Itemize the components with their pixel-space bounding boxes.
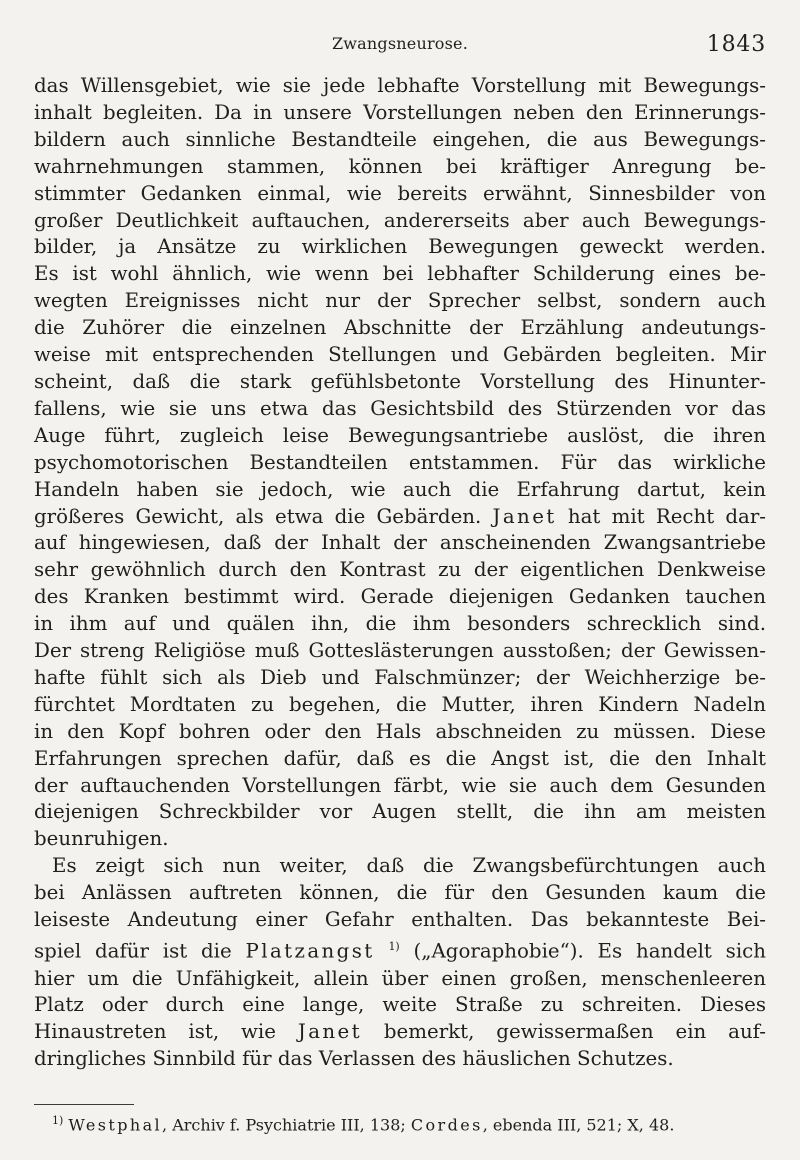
- text-line: sehr gewöhnlich durch den Kontrast zu der eigentlichen Denkweise: [34, 558, 766, 582]
- text-segment: hat mit Recht dar-: [567, 504, 766, 528]
- text-line: leiseste Andeutung einer Gefahr enthalten. Das bekannteste Bei-: [34, 908, 766, 932]
- text-line: Erfahrungen sprechen dafür, daß es die Angst ist, die den Inhalt: [34, 746, 766, 770]
- text-line: diejenigen Schreckbilder vor Augen stellt, die ihn am meisten: [34, 800, 766, 824]
- text-line: bilder, ja Ansätze zu wirklichen Bewegungen geweckt werden.: [34, 235, 766, 259]
- text-line: in den Kopf bohren oder den Hals abschneiden zu müssen. Diese: [34, 719, 766, 743]
- text-segment: Hinaustreten ist, wie: [34, 1020, 298, 1044]
- text-line: Es zeigt sich nun weiter, daß die Zwangsbefürchtungen auch: [52, 854, 766, 878]
- spaced-term: Platzangst: [245, 939, 375, 963]
- paragraph-2: [34, 853, 766, 1073]
- text-line: Handeln haben sie jedoch, wie auch die Erfahrung dartut, kein: [34, 477, 766, 501]
- text-segment: größeres Gewicht, als etwa die Gebärden.: [34, 504, 493, 528]
- text-line: inhalt begleiten. Da in unsere Vorstellungen neben den Erinnerungs-: [34, 100, 766, 124]
- text-line: des Kranken bestimmt wird. Gerade diejenigen Gedanken tauchen: [34, 585, 766, 609]
- text-line-with-name: [34, 1019, 766, 1046]
- footnote-text: , Archiv f. Psychiatrie III, 138;: [162, 1115, 411, 1135]
- text-line: fürchtet Mordtaten zu begehen, die Mutter, ihren Kindern Nadeln: [34, 692, 766, 716]
- text-line: wegten Ereignisses nicht nur der Sprecher selbst, sondern auch: [34, 289, 766, 313]
- footnote: [52, 1110, 766, 1136]
- footnote-mark: 1): [52, 1114, 64, 1127]
- text-line: bildern auch sinnliche Bestandteile eingehen, die aus Bewegungs-: [34, 127, 766, 151]
- text-line: psychomotorischen Bestandteilen entstammen. Für das wirkliche: [34, 450, 766, 474]
- footnote-author: Westphal: [68, 1115, 163, 1135]
- text-line: fallens, wie sie uns etwa das Gesichtsbild des Stürzenden vor das: [34, 396, 766, 420]
- text-line: bei Anlässen auftreten können, die für den Gesunden kaum die: [34, 881, 766, 905]
- text-line: hafte fühlt sich als Dieb und Falschmünzer; der Weichherzige be-: [34, 665, 766, 689]
- text-line: großer Deutlichkeit auftauchen, andererseits aber auch Bewegungs-: [34, 208, 766, 232]
- spaced-name: Janet: [492, 504, 557, 528]
- text-segment: („Agoraphobie“). Es handelt sich: [413, 939, 766, 963]
- spaced-name: Janet: [297, 1020, 362, 1044]
- text-line: hier um die Unfähigkeit, allein über einen großen, menschenleeren: [34, 966, 766, 990]
- body-text: [34, 73, 766, 1073]
- text-line: Auge führt, zugleich leise Bewegungsantriebe auslöst, die ihren: [34, 423, 766, 447]
- text-line: Es ist wohl ähnlich, wie wenn bei lebhafter Schilderung eines be-: [34, 262, 766, 286]
- text-line: wahrnehmungen stammen, können bei kräftiger Anregung be-: [34, 154, 766, 178]
- paragraph-1: [34, 73, 766, 853]
- text-line: beunruhigen.: [34, 827, 169, 851]
- running-title: Zwangsneurose.: [331, 34, 469, 53]
- text-line-with-term: [34, 934, 766, 966]
- page-number: 1843: [706, 32, 766, 57]
- text-line: auf hingewiesen, daß der Inhalt der anscheinenden Zwangsantriebe: [34, 531, 766, 555]
- text-line: Der streng Religiöse muß Gotteslästerungen ausstoßen; der Gewissen-: [34, 639, 766, 663]
- footnote-marker: 1): [388, 940, 400, 953]
- page-header: [34, 32, 766, 58]
- text-line: Platz oder durch eine lange, weite Straße zu schreiten. Dieses: [34, 993, 766, 1017]
- text-line: weise mit entsprechenden Stellungen und Gebärden begleiten. Mir: [34, 343, 766, 367]
- footnote-author: Cordes: [410, 1115, 483, 1135]
- text-line: der auftauchenden Vorstellungen färbt, wie sie auch dem Gesunden: [34, 773, 766, 797]
- text-segment: bemerkt, gewissermaßen ein auf-: [383, 1020, 766, 1044]
- text-line: die Zuhörer die einzelnen Abschnitte der Erzählung andeutungs-: [34, 316, 766, 340]
- text-line: das Willensgebiet, wie sie jede lebhafte Vorstellung mit Bewegungs-: [34, 74, 766, 97]
- text-line: dringliches Sinnbild für das Verlassen des häuslichen Schutzes.: [34, 1047, 674, 1071]
- footnote-rule: [34, 1104, 134, 1105]
- footnote-text: , ebenda III, 521; X, 48.: [482, 1115, 675, 1135]
- text-segment: spiel dafür ist die: [34, 939, 246, 963]
- text-line-with-name: [34, 504, 766, 531]
- text-line: scheint, daß die stark gefühlsbetonte Vorstellung des Hinunter-: [34, 369, 766, 393]
- text-line: stimmter Gedanken einmal, wie bereits erwähnt, Sinnesbilder von: [34, 181, 766, 205]
- text-line: in ihm auf und quälen ihn, die ihm besonders schrecklich sind.: [34, 612, 766, 636]
